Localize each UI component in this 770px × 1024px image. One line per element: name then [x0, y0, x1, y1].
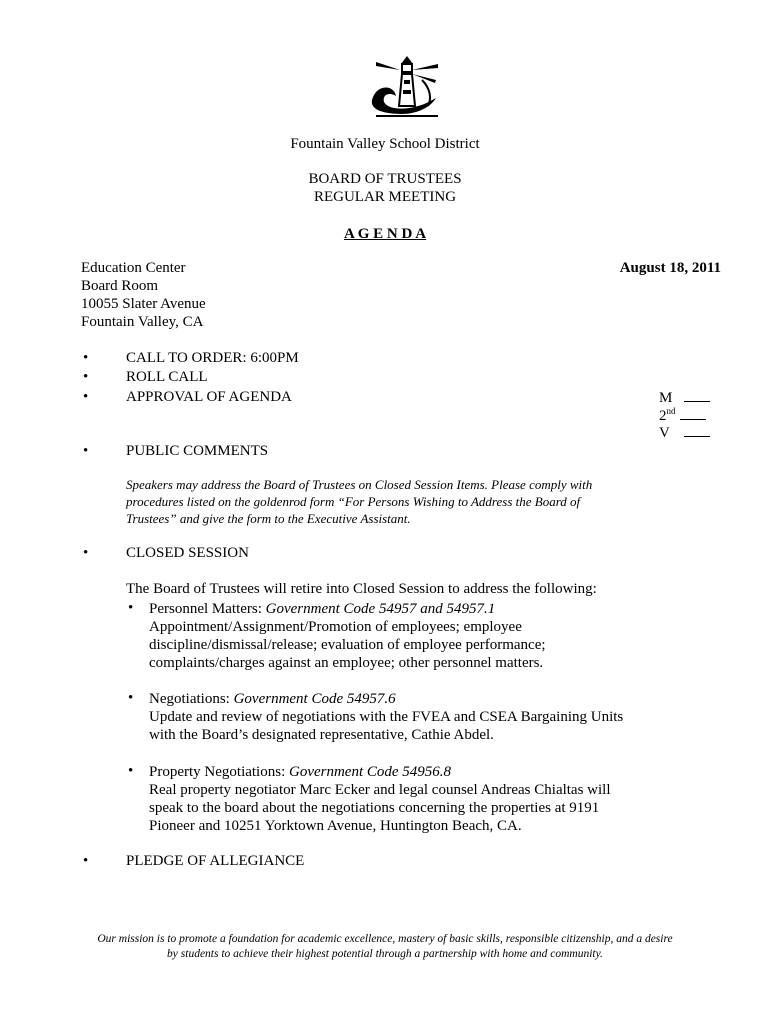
bullet-icon: • — [128, 690, 134, 706]
negotiations-line-1: Update and review of negotiations with the FVEA and CSEA Bargaining Units — [149, 709, 624, 725]
property-line-3: Pioneer and 10251 Yorktown Avenue, Huntington Beach, CA. — [149, 818, 522, 834]
property-heading — [149, 763, 611, 781]
bullet-icon: • — [83, 389, 89, 405]
board-title: BOARD OF TRUSTEES — [308, 171, 462, 187]
property-code: Government Code 54956.8 — [288, 764, 452, 780]
mission-line-2: by students to achieve their highest potential through a partnership with home and community. — [167, 948, 603, 960]
district-logo — [366, 50, 446, 122]
negotiations — [149, 690, 623, 744]
vote-second — [659, 406, 706, 425]
vote-motion-label: M — [659, 390, 673, 406]
location-line-4: Fountain Valley, CA — [81, 314, 204, 330]
mission-line-1: Our mission is to promote a foundation for academic excellence, mastery of basic skills, responsible citizenship, and a desire — [97, 933, 673, 945]
bullet-icon: • — [83, 350, 89, 366]
location-line-1: Education Center — [81, 260, 186, 276]
public-comments-note-2: procedures listed on the goldenrod form “For Persons Wishing to Address the Board of — [126, 494, 581, 509]
negotiations-line-2: with the Board’s designated representative, Cathie Abdel. — [149, 727, 494, 743]
meeting-type: REGULAR MEETING — [313, 189, 457, 205]
vote-second-label: 2 — [659, 408, 667, 424]
property-label: Property Negotiations: — [149, 764, 289, 780]
bullet-icon: • — [128, 600, 134, 616]
lighthouse-logo-icon — [366, 50, 446, 122]
personnel-matters — [149, 600, 546, 672]
bullet-icon: • — [83, 369, 89, 385]
district-name: Fountain Valley School District — [290, 136, 480, 152]
vote-second-blank[interactable] — [680, 407, 706, 420]
item-approval: APPROVAL OF AGENDA — [126, 389, 292, 405]
bullet-icon: • — [83, 545, 89, 561]
negotiations-heading — [149, 690, 623, 708]
item-call-to-order: CALL TO ORDER: 6:00PM — [126, 350, 299, 366]
personnel-heading — [149, 600, 546, 618]
negotiations-label: Negotiations: — [149, 691, 234, 707]
personnel-code: Government Code 54957 and 54957.1 — [265, 601, 496, 617]
vote-motion — [659, 389, 710, 407]
vote-vote-label: V — [659, 425, 670, 441]
personnel-label: Personnel Matters: — [149, 601, 266, 617]
bullet-icon: • — [83, 853, 89, 869]
agenda-title: A G E N D A — [343, 226, 427, 242]
personnel-line-2: discipline/dismissal/release; evaluation of employee performance; — [149, 637, 546, 653]
vote-vote-blank[interactable] — [684, 424, 710, 437]
vote-second-sup: nd — [666, 406, 676, 416]
meeting-date: August 18, 2011 — [619, 260, 721, 276]
location-line-3: 10055 Slater Avenue — [81, 296, 206, 312]
item-public-comments: PUBLIC COMMENTS — [126, 443, 269, 459]
public-comments-note-3: Trustees” and give the form to the Executive Assistant. — [126, 511, 411, 526]
property-negotiations — [149, 763, 611, 835]
personnel-line-1: Appointment/Assignment/Promotion of employees; employee — [149, 619, 522, 635]
bullet-icon: • — [128, 763, 134, 779]
negotiations-code: Government Code 54957.6 — [233, 691, 396, 707]
property-line-1: Real property negotiator Marc Ecker and legal counsel Andreas Chialtas will — [149, 782, 611, 798]
bullet-icon: • — [83, 443, 89, 459]
property-line-2: speak to the board about the negotiations concerning the properties at 9191 — [149, 800, 600, 816]
closed-session-intro: The Board of Trustees will retire into Closed Session to address the following: — [126, 581, 597, 597]
item-pledge: PLEDGE OF ALLEGIANCE — [126, 853, 305, 869]
vote-vote — [659, 424, 710, 442]
item-closed-session: CLOSED SESSION — [126, 545, 249, 561]
vote-motion-blank[interactable] — [684, 389, 710, 402]
personnel-line-3: complaints/charges against an employee; other personnel matters. — [149, 655, 544, 671]
location-line-2: Board Room — [81, 278, 159, 294]
item-roll-call: ROLL CALL — [126, 369, 208, 385]
public-comments-note-1: Speakers may address the Board of Trustees on Closed Session Items. Please comply with — [126, 477, 593, 492]
